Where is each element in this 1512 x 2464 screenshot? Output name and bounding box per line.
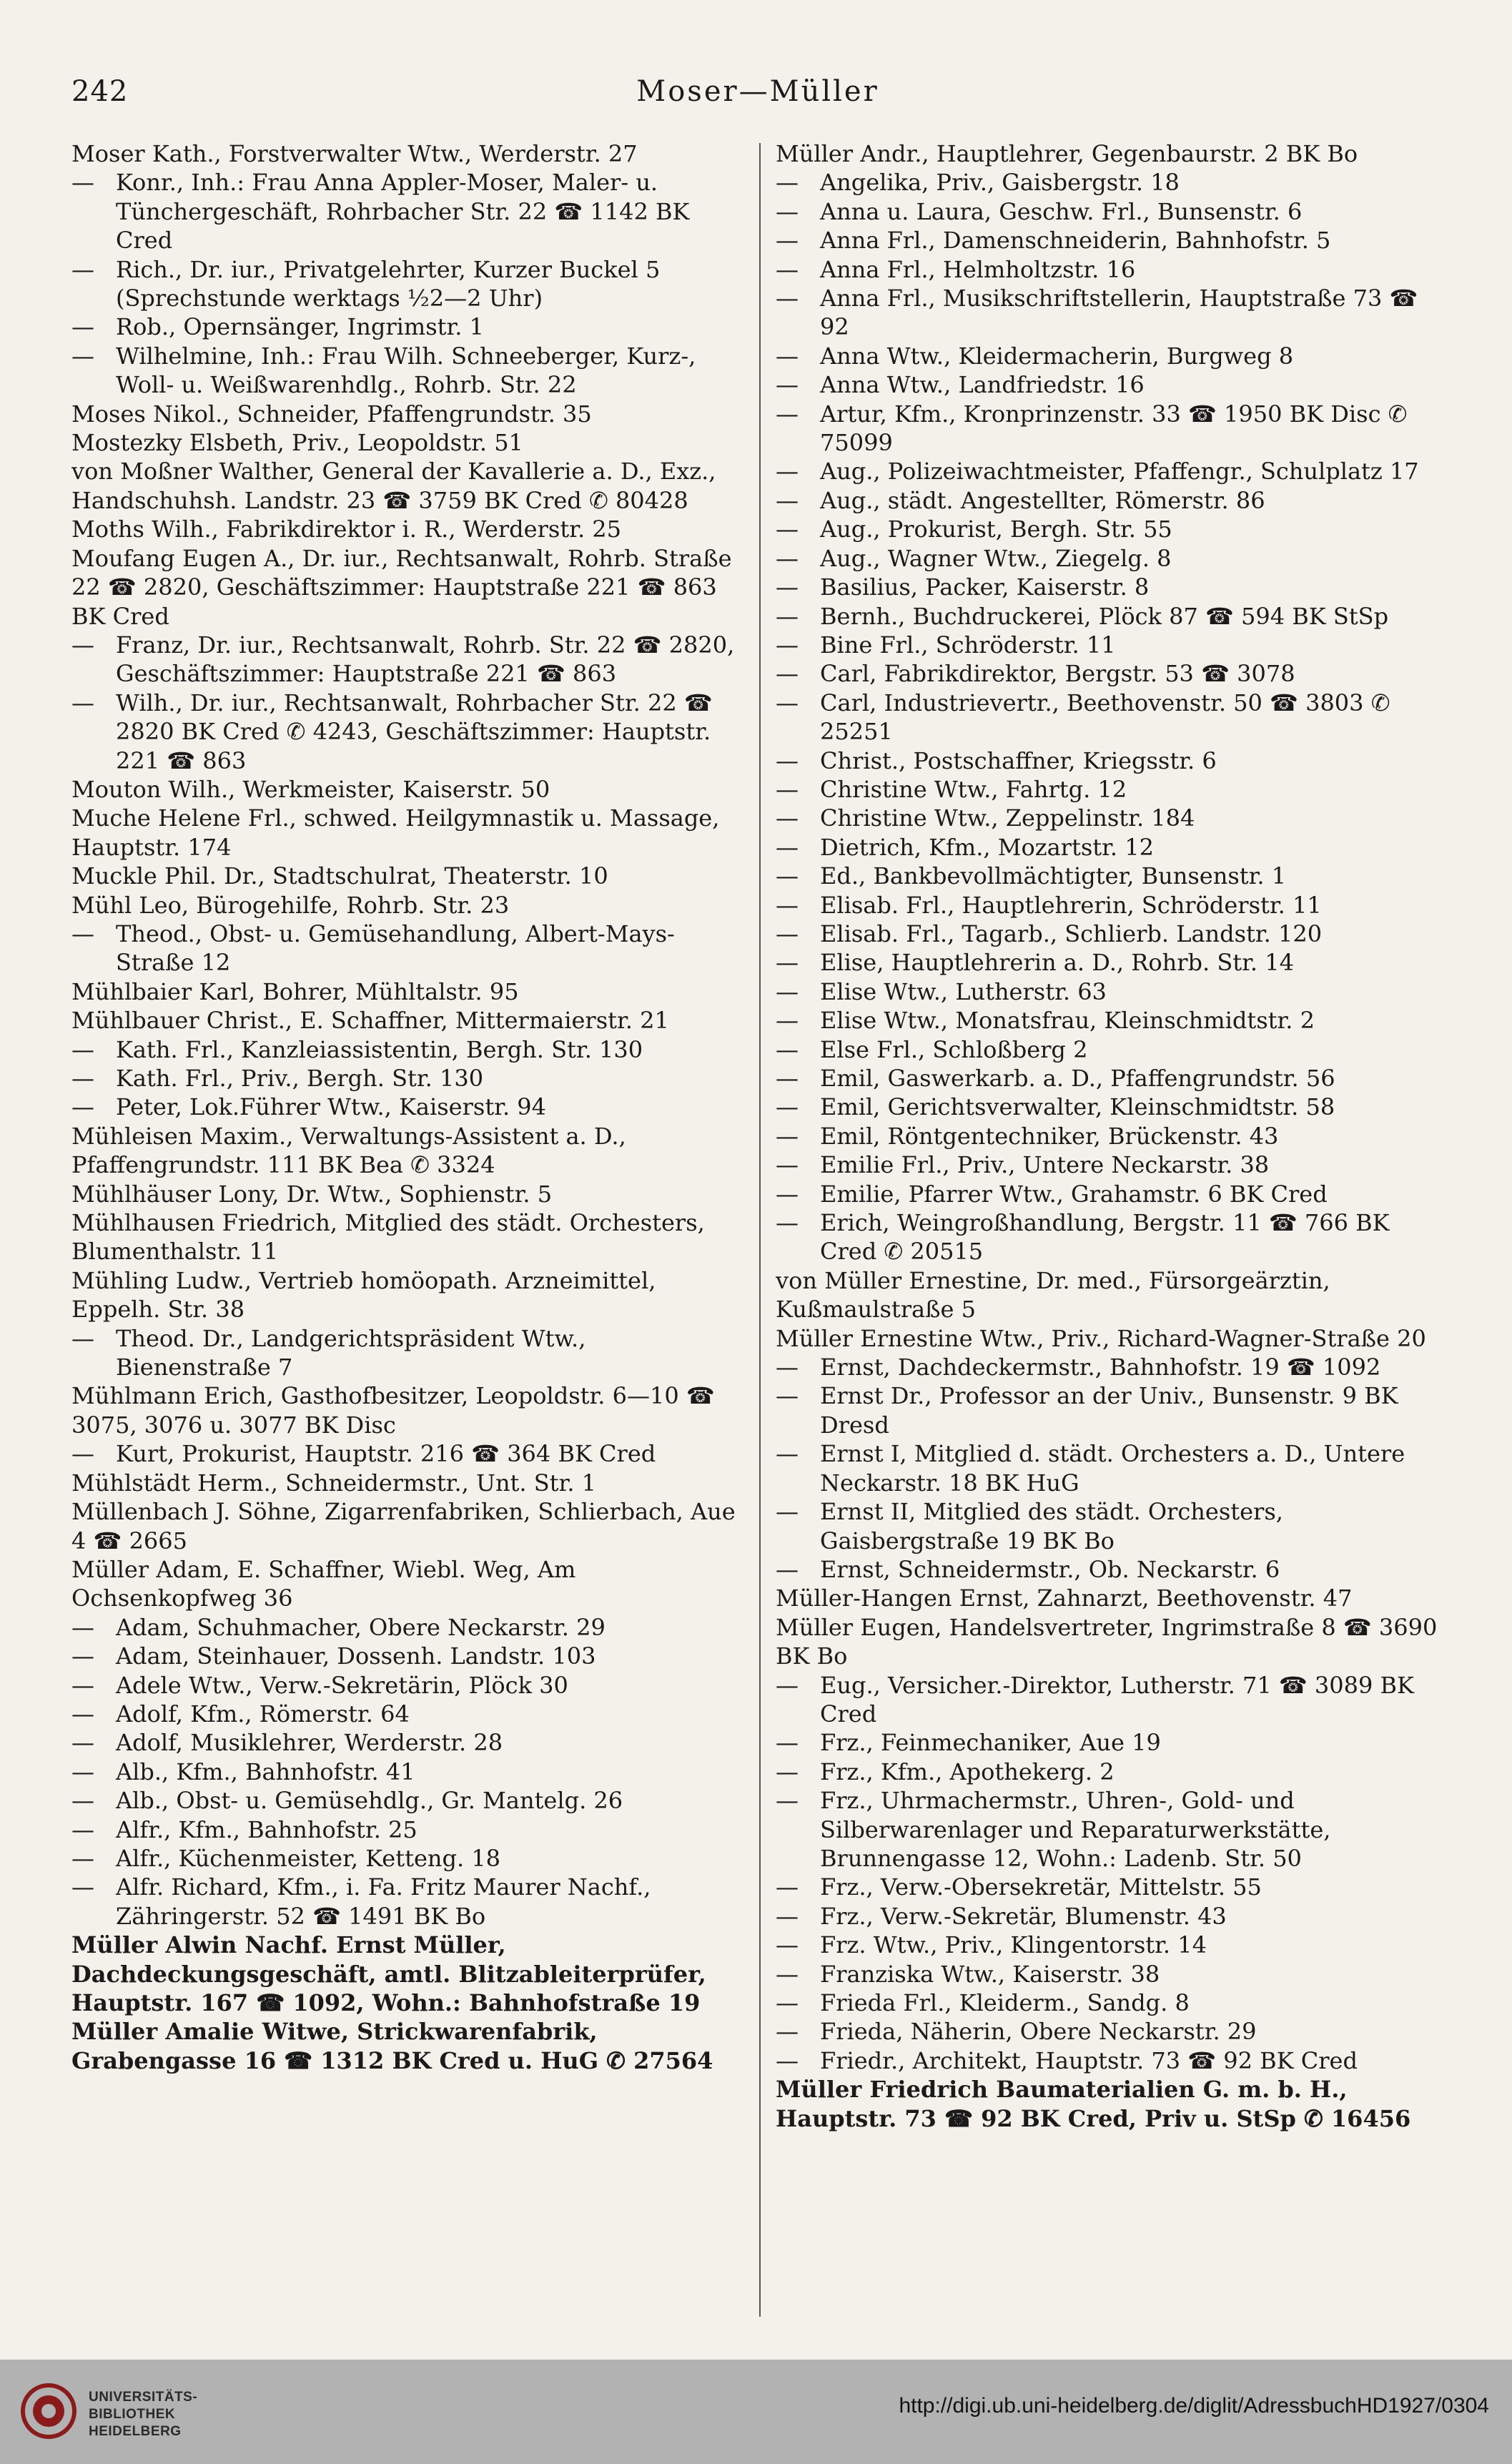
repeat-dash: — <box>776 342 799 370</box>
directory-entry <box>71 891 743 920</box>
entry-text: Aug., städt. Angestellter, Römerstr. 86 <box>820 486 1265 514</box>
directory-entry <box>776 2046 1448 2075</box>
repeat-dash: — <box>776 862 799 890</box>
entry-text: Elisab. Frl., Tagarb., Schlierb. Landstr. 120 <box>820 920 1323 947</box>
directory-entry <box>776 370 1448 399</box>
entry-text: Mühlhausen Friedrich, Mitglied des städt. Orchesters, Blumenthalstr. 11 <box>71 1209 705 1266</box>
directory-entry <box>71 1873 743 1931</box>
entry-text: Anna u. Laura, Geschw. Frl., Bunsenstr. 6 <box>820 197 1303 225</box>
repeat-dash: — <box>776 1729 799 1757</box>
entry-text: Mühlhäuser Lony, Dr. Wtw., Sophienstr. 5 <box>71 1180 553 1208</box>
directory-entry <box>776 515 1448 543</box>
directory-entry <box>776 2017 1448 2046</box>
directory-entry <box>776 457 1448 486</box>
directory-entry <box>71 1642 743 1670</box>
entry-text: Aug., Prokurist, Bergh. Str. 55 <box>820 516 1172 543</box>
directory-entry <box>71 689 743 775</box>
entry-text: Müller Andr., Hauptlehrer, Gegenbaurstr. 2 BK Bo <box>776 140 1358 167</box>
directory-entry <box>71 1439 743 1468</box>
column-divider <box>759 143 761 2317</box>
entry-text: Emil, Gaswerkarb. a. D., Pfaffengrundstr. 56 <box>820 1065 1335 1092</box>
directory-entry <box>71 400 743 428</box>
entry-text: Müller-Hangen Ernst, Zahnarzt, Beethovenstr. 47 <box>776 1585 1353 1612</box>
directory-entry <box>776 1931 1448 1959</box>
entry-text: Rob., Opernsänger, Ingrimstr. 1 <box>116 313 484 341</box>
entry-text: Frz., Kfm., Apothekerg. 2 <box>820 1758 1115 1785</box>
directory-entry <box>776 804 1448 832</box>
entry-text: Elisab. Frl., Hauptlehrerin, Schröderstr. 11 <box>820 891 1322 919</box>
repeat-dash: — <box>776 804 799 832</box>
directory-entry <box>71 1266 743 1324</box>
directory-entry <box>776 1035 1448 1064</box>
entry-text: Mühlbaier Karl, Bohrer, Mühltalstr. 95 <box>71 977 519 1005</box>
directory-entry <box>776 1497 1448 1555</box>
repeat-dash: — <box>71 1065 94 1092</box>
page-number: 242 <box>71 75 129 108</box>
directory-entry <box>71 977 743 1006</box>
directory-entry <box>776 226 1448 255</box>
directory-entry <box>776 1960 1448 1989</box>
repeat-dash: — <box>71 1035 94 1063</box>
directory-entry <box>776 1064 1448 1093</box>
logo-line-2: BIBLIOTHEK <box>89 2407 176 2422</box>
repeat-dash: — <box>776 1151 799 1179</box>
directory-entry <box>71 1671 743 1700</box>
repeat-dash: — <box>71 1613 94 1641</box>
entry-text: Emil, Röntgentechniker, Brückenstr. 43 <box>820 1122 1279 1150</box>
entry-text: von Müller Ernestine, Dr. med., Fürsorgeärztin, Kußmaulstraße 5 <box>776 1266 1330 1324</box>
directory-entry <box>776 1324 1448 1353</box>
repeat-dash: — <box>776 1873 799 1901</box>
repeat-dash: — <box>776 1960 799 1988</box>
entry-text: Frieda, Näherin, Obere Neckarstr. 29 <box>820 2018 1257 2046</box>
repeat-dash: — <box>71 169 94 197</box>
entry-text: Mühlstädt Herm., Schneidermstr., Unt. Str. 1 <box>71 1469 597 1497</box>
entry-text: Anna Frl., Helmholtzstr. 16 <box>820 255 1136 283</box>
repeat-dash: — <box>776 660 799 688</box>
repeat-dash: — <box>776 1555 799 1583</box>
directory-entry <box>776 1180 1448 1208</box>
entry-text: Frz., Verw.-Obersekretär, Mittelstr. 55 <box>820 1873 1262 1901</box>
entry-text: Alfr., Kfm., Bahnhofstr. 25 <box>116 1815 417 1843</box>
directory-entry <box>776 1093 1448 1121</box>
repeat-dash: — <box>776 775 799 803</box>
repeat-dash: — <box>776 169 799 197</box>
entry-text: Alb., Obst- u. Gemüsehdlg., Gr. Mantelg. 26 <box>116 1787 623 1815</box>
directory-entry <box>776 1786 1448 1873</box>
entry-text: Christ., Postschaffner, Kriegsstr. 6 <box>820 746 1217 774</box>
entry-text: Angelika, Priv., Gaisbergstr. 18 <box>820 169 1180 197</box>
directory-entry <box>71 862 743 890</box>
entry-text: Elise Wtw., Lutherstr. 63 <box>820 977 1107 1005</box>
repeat-dash: — <box>776 1180 799 1208</box>
repeat-dash: — <box>71 1787 94 1815</box>
directory-entry <box>776 659 1448 688</box>
entry-text: Theod., Obst- u. Gemüsehandlung, Albert-Mays-Straße 12 <box>116 920 675 977</box>
directory-entry <box>71 1758 743 1786</box>
repeat-dash: — <box>71 1671 94 1699</box>
entry-text: Moser Kath., Forstverwalter Wtw., Werderstr. 27 <box>71 140 638 167</box>
entry-text: Franz, Dr. iur., Rechtsanwalt, Rohrb. Str. 22 ☎ 2820, Geschäftszimmer: Hauptstraße 221 ☎ 863 <box>116 631 735 688</box>
directory-entry <box>71 1093 743 1121</box>
entry-text: Frz., Verw.-Sekretär, Blumenstr. 43 <box>820 1902 1227 1930</box>
entry-text: Elise, Hauptlehrerin a. D., Rohrb. Str. 14 <box>820 949 1294 977</box>
directory-entry <box>71 1497 743 1555</box>
entry-text: Adele Wtw., Verw.-Sekretärin, Plöck 30 <box>116 1671 568 1699</box>
directory-entry <box>71 255 743 313</box>
entry-text: Kurt, Prokurist, Hauptstr. 216 ☎ 364 BK Cred <box>116 1440 656 1468</box>
repeat-dash: — <box>776 920 799 947</box>
directory-entry <box>776 544 1448 573</box>
running-head: Moser—Müller <box>636 75 879 108</box>
repeat-dash: — <box>776 227 799 255</box>
logo-line-3: HEIDELBERG <box>89 2424 182 2439</box>
directory-entry <box>71 1180 743 1208</box>
directory-entry <box>71 312 743 341</box>
directory-entry <box>776 746 1448 775</box>
directory-entry <box>776 1758 1448 1786</box>
entry-text: Adam, Schuhmacher, Obere Neckarstr. 29 <box>116 1613 606 1641</box>
directory-entry <box>776 1122 1448 1150</box>
repeat-dash: — <box>71 631 94 659</box>
repeat-dash: — <box>71 1873 94 1901</box>
entry-text: Mouton Wilh., Werkmeister, Kaiserstr. 50 <box>71 775 550 803</box>
repeat-dash: — <box>71 1844 94 1872</box>
repeat-dash: — <box>776 1498 799 1526</box>
directory-entry <box>71 1324 743 1382</box>
directory-entry <box>71 139 743 168</box>
repeat-dash: — <box>776 949 799 977</box>
right-column <box>776 139 1448 2320</box>
directory-entry <box>71 1931 743 2017</box>
directory-entry <box>776 139 1448 168</box>
entry-text: Mostezky Elsbeth, Priv., Leopoldstr. 51 <box>71 429 523 457</box>
directory-entry <box>776 833 1448 862</box>
directory-entry <box>71 1469 743 1497</box>
repeat-dash: — <box>776 891 799 919</box>
repeat-dash: — <box>71 1324 94 1352</box>
entry-text: Aug., Wagner Wtw., Ziegelg. 8 <box>820 544 1172 572</box>
entry-text: Adolf, Kfm., Römerstr. 64 <box>116 1700 410 1728</box>
entry-text: Wilh., Dr. iur., Rechtsanwalt, Rohrbacher Str. 22 ☎ 2820 BK Cred ✆ 4243, Geschäftszimmer: Hauptstr. 221 ☎ 863 <box>116 689 713 774</box>
entry-text: Mühl Leo, Bürogehilfe, Rohrb. Str. 23 <box>71 891 510 919</box>
repeat-dash: — <box>776 1209 799 1237</box>
directory-entry <box>71 544 743 631</box>
repeat-dash: — <box>776 544 799 572</box>
entry-text: Christine Wtw., Zeppelinstr. 184 <box>820 804 1195 832</box>
directory-entry <box>776 1381 1448 1439</box>
directory-entry <box>776 1266 1448 1324</box>
entry-text: Peter, Lok.Führer Wtw., Kaiserstr. 94 <box>116 1093 547 1121</box>
repeat-dash: — <box>776 602 799 630</box>
directory-entry <box>71 168 743 255</box>
directory-entry <box>776 284 1448 342</box>
directory-entry <box>71 342 743 400</box>
repeat-dash: — <box>776 285 799 312</box>
entry-text: Frz., Feinmechaniker, Aue 19 <box>820 1729 1161 1757</box>
repeat-dash: — <box>776 1671 799 1699</box>
repeat-dash: — <box>776 1787 799 1815</box>
directory-entry <box>776 2075 1448 2133</box>
repeat-dash: — <box>776 371 799 399</box>
repeat-dash: — <box>776 1035 799 1063</box>
entry-text: Müller Ernestine Wtw., Priv., Richard-Wagner-Straße 20 <box>776 1324 1426 1352</box>
entry-text: Bernh., Buchdruckerei, Plöck 87 ☎ 594 BK StSp <box>820 602 1389 630</box>
repeat-dash: — <box>71 1700 94 1728</box>
entry-text: Dietrich, Kfm., Mozartstr. 12 <box>820 833 1154 861</box>
entry-text: Bine Frl., Schröderstr. 11 <box>820 631 1116 659</box>
directory-entry <box>71 2017 743 2075</box>
university-seal-icon <box>20 2382 77 2440</box>
entry-text: Anna Wtw., Kleidermacherin, Burgweg 8 <box>820 342 1294 370</box>
entry-text: Frz. Wtw., Priv., Klingentorstr. 14 <box>820 1931 1207 1959</box>
entry-text: Elise Wtw., Monatsfrau, Kleinschmidtstr. 2 <box>820 1007 1315 1035</box>
directory-entry <box>71 515 743 543</box>
directory-entry <box>776 1728 1448 1757</box>
entry-text: Mühling Ludw., Vertrieb homöopath. Arzneimittel, Eppelh. Str. 38 <box>71 1266 656 1324</box>
repeat-dash: — <box>776 631 799 659</box>
entry-text: Müller Amalie Witwe, Strickwarenfabrik, Grabengasse 16 ☎ 1312 BK Cred u. HuG ✆ 27564 <box>71 2018 713 2074</box>
directory-entry <box>776 168 1448 197</box>
entry-text: Else Frl., Schloßberg 2 <box>820 1035 1088 1063</box>
left-column <box>71 139 743 2320</box>
entry-text: Carl, Fabrikdirektor, Bergstr. 53 ☎ 3078 <box>820 660 1295 688</box>
directory-entry <box>71 1555 743 1613</box>
directory-entry <box>71 1728 743 1757</box>
repeat-dash: — <box>776 689 799 716</box>
repeat-dash: — <box>776 573 799 601</box>
repeat-dash: — <box>776 833 799 861</box>
repeat-dash: — <box>776 255 799 283</box>
entry-text: Friedr., Architekt, Hauptstr. 73 ☎ 92 BK Cred <box>820 2046 1358 2074</box>
entry-text: Rich., Dr. iur., Privatgelehrter, Kurzer Buckel 5 (Sprechstunde werktags ½2—2 Uhr) <box>116 255 661 312</box>
repeat-dash: — <box>776 1354 799 1381</box>
page-header <box>71 75 1444 125</box>
entry-text: Emilie Frl., Priv., Untere Neckarstr. 38 <box>820 1151 1270 1179</box>
directory-entry <box>776 948 1448 977</box>
entry-text: Konr., Inh.: Frau Anna Appler-Moser, Maler- u. Tünchergeschäft, Rohrbacher Str. 22 ☎ 1142 BK Cred <box>116 169 690 255</box>
directory-entry <box>776 1584 1448 1612</box>
entry-text: Anna Frl., Musikschriftstellerin, Hauptstraße 73 ☎ 92 <box>820 285 1418 341</box>
directory-entry <box>776 1439 1448 1497</box>
entry-text: Carl, Industrievertr., Beethovenstr. 50 ☎ 3803 ✆ 25251 <box>820 689 1390 746</box>
entry-text: Wilhelmine, Inh.: Frau Wilh. Schneeberger, Kurz-, Woll- u. Weißwarenhdlg., Rohrb. Str. 22 <box>116 342 696 399</box>
entry-text: Adam, Steinhauer, Dossenh. Landstr. 103 <box>116 1642 596 1670</box>
directory-entry <box>776 977 1448 1006</box>
entry-text: Müller Friedrich Baumaterialien G. m. b. H., Hauptstr. 73 ☎ 92 BK Cred, Priv u. StSp ✆ 16456 <box>776 2076 1411 2132</box>
directory-entry <box>776 1208 1448 1266</box>
repeat-dash: — <box>71 1758 94 1785</box>
directory-entry <box>71 1064 743 1093</box>
directory-entry <box>776 862 1448 890</box>
directory-entry <box>71 1613 743 1642</box>
repeat-dash: — <box>71 1729 94 1757</box>
repeat-dash: — <box>776 2018 799 2046</box>
directory-entry <box>776 255 1448 284</box>
entry-text: Ed., Bankbevollmächtigter, Bunsenstr. 1 <box>820 862 1287 890</box>
entry-text: Muckle Phil. Dr., Stadtschulrat, Theaterstr. 10 <box>71 862 608 890</box>
entry-text: Müller Eugen, Handelsvertreter, Ingrimstraße 8 ☎ 3690 BK Bo <box>776 1613 1438 1670</box>
entry-text: Müller Alwin Nachf. Ernst Müller, Dachdeckungsgeschäft, amtl. Blitzableiterprüfer, Hauptstr. 167 ☎ 1092, Wohn.: Bahnhofstraße 19 <box>71 1931 706 2016</box>
directory-entry <box>71 1035 743 1064</box>
repeat-dash: — <box>776 1007 799 1035</box>
directory-entry <box>71 1815 743 1844</box>
entry-text: Ernst, Dachdeckermstr., Bahnhofstr. 19 ☎ 1092 <box>820 1354 1381 1381</box>
entry-text: Franziska Wtw., Kaiserstr. 38 <box>820 1960 1160 1988</box>
repeat-dash: — <box>776 1931 799 1959</box>
logo-line-1: UNIVERSITÄTS- <box>89 2390 198 2405</box>
directory-entry <box>776 775 1448 804</box>
repeat-dash: — <box>776 1989 799 2016</box>
directory-entry <box>776 342 1448 370</box>
entry-text: Ernst, Schneidermstr., Ob. Neckarstr. 6 <box>820 1555 1280 1583</box>
directory-entry <box>71 428 743 457</box>
entry-text: Moths Wilh., Fabrikdirektor i. R., Werderstr. 25 <box>71 516 622 543</box>
entry-text: Alb., Kfm., Bahnhofstr. 41 <box>116 1758 415 1785</box>
directory-entry <box>776 1006 1448 1035</box>
entry-text: Alfr. Richard, Kfm., i. Fa. Fritz Maurer Nachf., Zähringerstr. 52 ☎ 1491 BK Bo <box>116 1873 651 1930</box>
repeat-dash: — <box>71 342 94 370</box>
directory-entry <box>776 631 1448 659</box>
entry-text: Basilius, Packer, Kaiserstr. 8 <box>820 573 1150 601</box>
directory-entry <box>71 1844 743 1873</box>
directory-entry <box>776 400 1448 458</box>
repeat-dash: — <box>71 313 94 341</box>
entry-text: Frieda Frl., Kleiderm., Sandg. 8 <box>820 1989 1190 2016</box>
directory-entry <box>71 1381 743 1439</box>
repeat-dash: — <box>71 1815 94 1843</box>
source-url[interactable]: http://digi.ub.uni-heidelberg.de/diglit/AdressbuchHD1927/0304 <box>899 2394 1489 2418</box>
directory-entry <box>776 602 1448 631</box>
directory-entry <box>776 920 1448 948</box>
repeat-dash: — <box>776 1902 799 1930</box>
entry-text: Ernst I, Mitglied d. städt. Orchesters a. D., Untere Neckarstr. 18 BK HuG <box>820 1440 1405 1497</box>
entry-text: Moses Nikol., Schneider, Pfaffengrundstr. 35 <box>71 400 592 428</box>
entry-text: Ernst II, Mitglied des städt. Orchesters, Gaisbergstraße 19 BK Bo <box>820 1498 1283 1554</box>
directory-entry <box>71 804 743 862</box>
entry-text: Mühlmann Erich, Gasthofbesitzer, Leopoldstr. 6—10 ☎ 3075, 3076 u. 3077 BK Disc <box>71 1382 715 1439</box>
entry-text: Adolf, Musiklehrer, Werderstr. 28 <box>116 1729 503 1757</box>
entry-text: Kath. Frl., Priv., Bergh. Str. 130 <box>116 1065 484 1092</box>
directory-entry <box>71 1700 743 1728</box>
directory-entry <box>71 1786 743 1815</box>
directory-entry <box>776 1353 1448 1381</box>
entry-text: Muche Helene Frl., schwed. Heilgymnastik u. Massage, Hauptstr. 174 <box>71 804 720 861</box>
directory-entry <box>71 920 743 977</box>
repeat-dash: — <box>71 1440 94 1468</box>
directory-entry <box>71 457 743 515</box>
directory-entry <box>776 689 1448 746</box>
entry-text: Ernst Dr., Professor an der Univ., Bunsenstr. 9 BK Dresd <box>820 1382 1398 1439</box>
directory-entry <box>776 1150 1448 1179</box>
entry-text: Kath. Frl., Kanzleiassistentin, Bergh. Str. 130 <box>116 1035 643 1063</box>
entry-text: Alfr., Küchenmeister, Ketteng. 18 <box>116 1844 501 1872</box>
repeat-dash: — <box>776 1440 799 1468</box>
repeat-dash: — <box>71 1093 94 1121</box>
entry-text: Müllenbach J. Söhne, Zigarrenfabriken, Schlierbach, Aue 4 ☎ 2665 <box>71 1498 736 1554</box>
repeat-dash: — <box>776 977 799 1005</box>
directory-entry <box>776 486 1448 515</box>
directory-entry <box>71 1122 743 1180</box>
repeat-dash: — <box>776 2046 799 2074</box>
entry-text: Moufang Eugen A., Dr. iur., Rechtsanwalt, Rohrb. Straße 22 ☎ 2820, Geschäftszimmer: Hauptstraße 221 ☎ 863 BK Cred <box>71 544 732 630</box>
library-logo[interactable] <box>20 2374 234 2445</box>
repeat-dash: — <box>776 516 799 543</box>
entry-text: Erich, Weingroßhandlung, Bergstr. 11 ☎ 766 BK Cred ✆ 20515 <box>820 1209 1390 1266</box>
repeat-dash: — <box>776 1122 799 1150</box>
repeat-dash: — <box>776 1382 799 1410</box>
entry-text: Artur, Kfm., Kronprinzenstr. 33 ☎ 1950 BK Disc ✆ 75099 <box>820 400 1408 457</box>
directory-entry <box>776 1555 1448 1584</box>
directory-entry <box>71 1006 743 1035</box>
repeat-dash: — <box>776 1093 799 1121</box>
entry-text: Theod. Dr., Landgerichtspräsident Wtw., Bienenstraße 7 <box>116 1324 586 1381</box>
repeat-dash: — <box>71 920 94 947</box>
entry-text: Aug., Polizeiwachtmeister, Pfaffengr., Schulplatz 17 <box>820 458 1419 486</box>
entry-text: Müller Adam, E. Schaffner, Wiebl. Weg, Am Ochsenkopfweg 36 <box>71 1555 576 1612</box>
directory-entry <box>71 775 743 804</box>
directory-entry <box>776 1671 1448 1729</box>
repeat-dash: — <box>776 197 799 225</box>
repeat-dash: — <box>71 1642 94 1670</box>
directory-entry <box>776 573 1448 601</box>
directory-entry <box>71 1208 743 1266</box>
entry-text: Frz., Uhrmachermstr., Uhren-, Gold- und Silberwarenlager und Reparaturwerkstätte, Brunnengasse 12, Wohn.: Ladenb. Str. 50 <box>820 1787 1331 1872</box>
repeat-dash: — <box>71 689 94 716</box>
directory-entry <box>776 1613 1448 1671</box>
repeat-dash: — <box>776 486 799 514</box>
repeat-dash: — <box>776 746 799 774</box>
directory-entry <box>776 891 1448 920</box>
directory-entry <box>776 1902 1448 1931</box>
directory-entry <box>776 197 1448 226</box>
repeat-dash: — <box>776 1758 799 1785</box>
entry-text: von Moßner Walther, General der Kavallerie a. D., Exz., Handschuhsh. Landstr. 23 ☎ 3759 BK Cred ✆ 80428 <box>71 458 716 514</box>
entry-text: Christine Wtw., Fahrtg. 12 <box>820 775 1127 803</box>
entry-text: Emil, Gerichtsverwalter, Kleinschmidtstr. 58 <box>820 1093 1335 1121</box>
repeat-dash: — <box>776 458 799 486</box>
entry-text: Anna Frl., Damenschneiderin, Bahnhofstr. 5 <box>820 227 1331 255</box>
directory-entry <box>71 631 743 689</box>
repeat-dash: — <box>776 1065 799 1092</box>
entry-text: Eug., Versicher.-Direktor, Lutherstr. 71 ☎ 3089 BK Cred <box>820 1671 1414 1728</box>
entry-text: Anna Wtw., Landfriedstr. 16 <box>820 371 1145 399</box>
entry-text: Mühleisen Maxim., Verwaltungs-Assistent a. D., Pfaffengrundstr. 111 BK Bea ✆ 3324 <box>71 1122 626 1179</box>
entry-text: Emilie, Pfarrer Wtw., Grahamstr. 6 BK Cred <box>820 1180 1328 1208</box>
directory-entry <box>776 1989 1448 2017</box>
repeat-dash: — <box>71 255 94 283</box>
repeat-dash: — <box>776 400 799 428</box>
entry-text: Mühlbauer Christ., E. Schaffner, Mittermaierstr. 21 <box>71 1007 669 1035</box>
directory-entry <box>776 1873 1448 1901</box>
